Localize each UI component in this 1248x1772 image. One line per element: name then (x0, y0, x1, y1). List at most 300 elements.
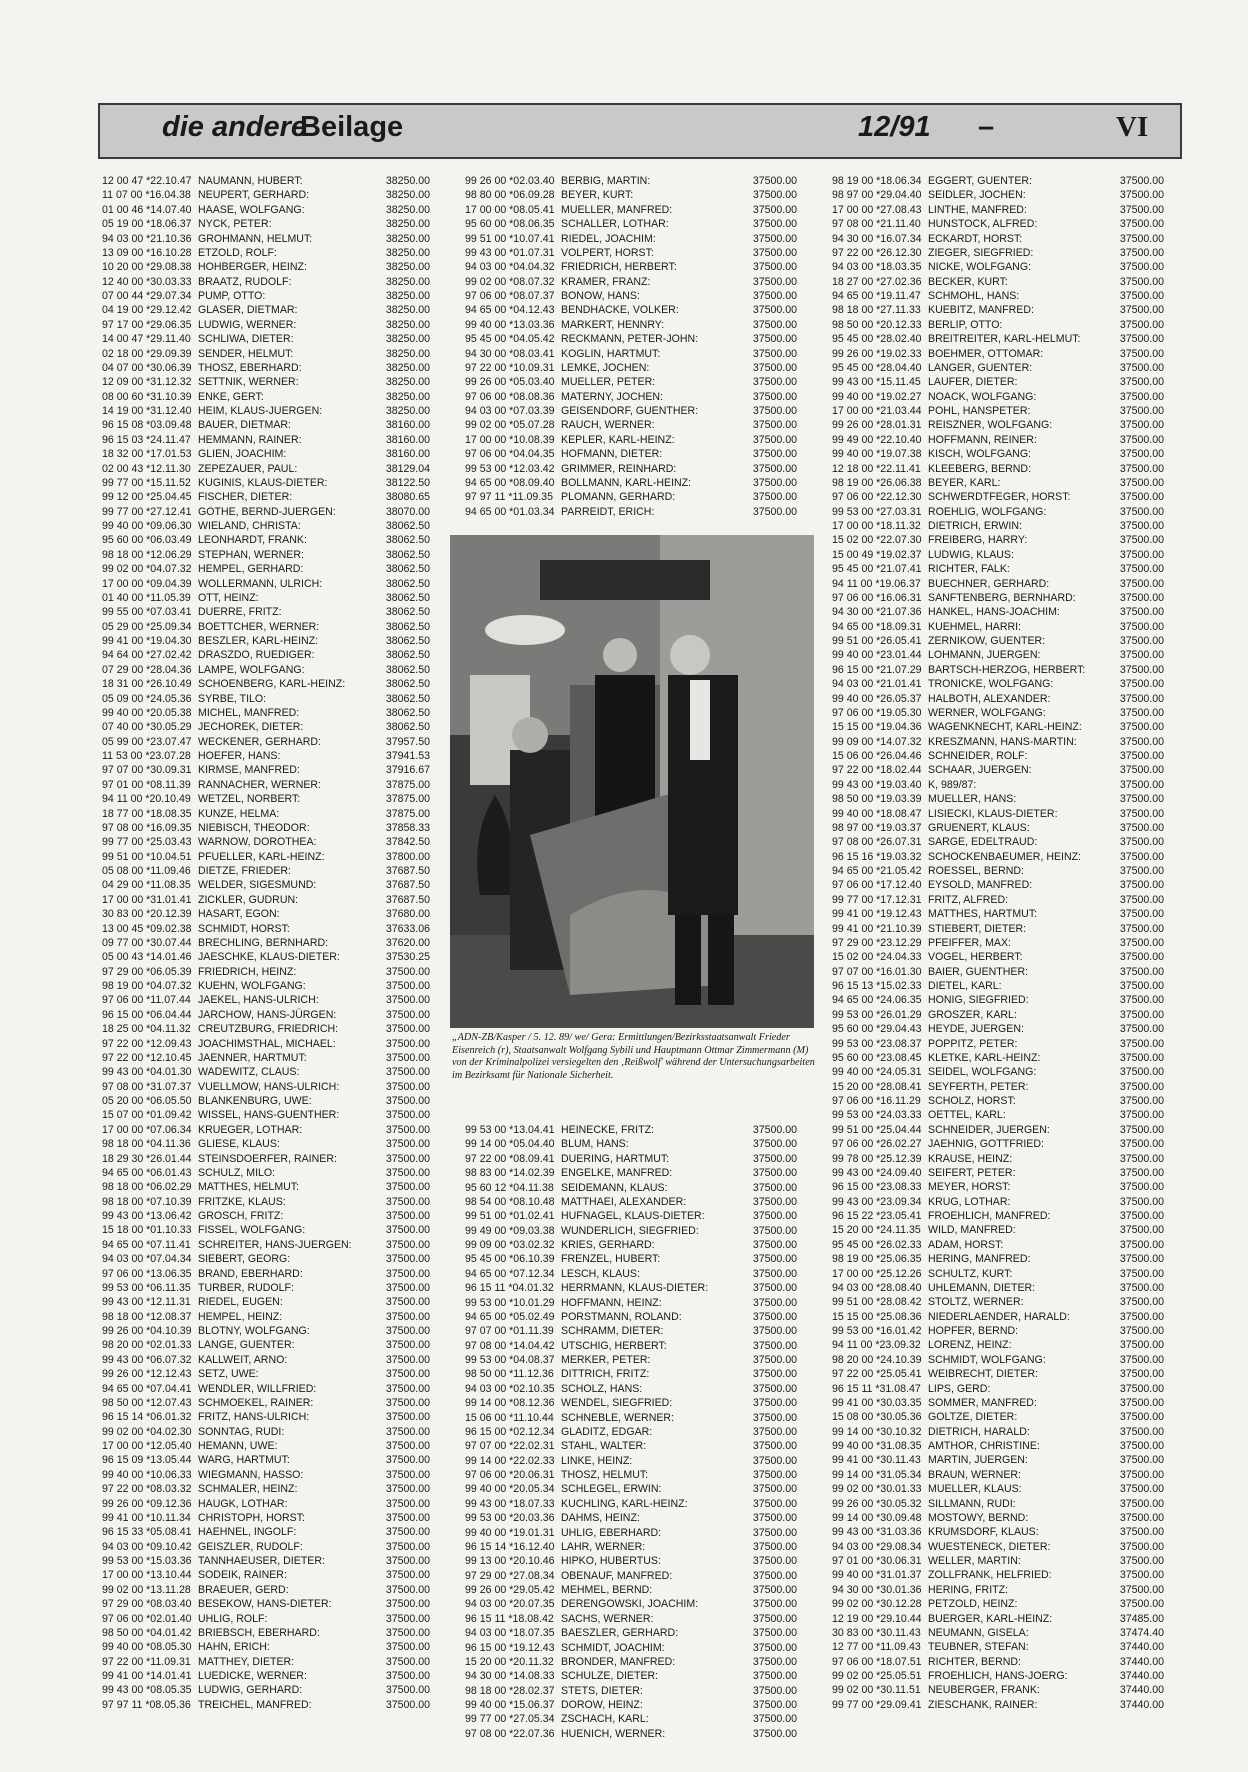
person-code: 99 26 00 *09.12.36 (102, 1497, 192, 1510)
list-item (832, 835, 1164, 849)
amount: 37500.00 (752, 290, 797, 302)
person-code: 13 00 45 *09.02.38 (102, 922, 192, 935)
list-item (465, 1727, 797, 1741)
list-item (832, 1324, 1164, 1338)
list-item (465, 1152, 797, 1166)
amount: 37500.00 (1119, 505, 1164, 518)
list-item (102, 1338, 430, 1352)
person-code: 98 18 00 *12.06.29 (102, 548, 192, 561)
list-item (832, 1338, 1164, 1352)
press-photo (450, 535, 814, 1028)
amount: 37500.00 (752, 218, 797, 231)
list-item (832, 591, 1164, 605)
person-code: 07 29 00 *28.04.36 (102, 663, 192, 676)
list-item (465, 332, 797, 346)
amount: 37500.00 (752, 433, 797, 446)
header-dash: – (978, 111, 995, 143)
list-item (102, 907, 430, 921)
person-name: DUERRE, FRITZ: (198, 606, 282, 619)
list-item (465, 347, 797, 361)
list-item (832, 260, 1164, 274)
list-item (465, 375, 797, 389)
list-item (465, 1497, 797, 1511)
person-code: 10 20 00 *29.08.38 (102, 261, 192, 274)
amount: 37500.00 (752, 1138, 797, 1151)
person-code: 99 49 00 *09.03.38 (465, 1224, 555, 1237)
person-code: 99 14 00 *30.10.32 (832, 1425, 922, 1438)
amount: 38250.00 (385, 390, 430, 403)
amount: 38062.50 (385, 678, 430, 691)
person-name: SENDER, HELMUT: (198, 347, 294, 360)
amount: 37500.00 (1119, 1023, 1164, 1036)
person-name: LINTHE, MANFRED: (928, 203, 1027, 216)
person-name: BECKER, KURT: (928, 275, 1008, 288)
list-item (832, 1468, 1164, 1482)
amount: 37500.00 (752, 1569, 797, 1582)
amount: 37500.00 (1119, 1569, 1164, 1582)
person-code: 02 00 43 *12.11.30 (102, 462, 191, 475)
person-name: HOEFER, HANS: (198, 750, 281, 762)
person-code: 99 51 00 *10.04.51 (102, 850, 192, 863)
person-code: 15 06 00 *11.10.44 (465, 1411, 554, 1424)
amount: 37500.00 (1119, 908, 1164, 921)
person-code: 98 18 00 *04.11.36 (102, 1138, 191, 1151)
amount: 37440.00 (1119, 1698, 1164, 1711)
person-code: 97 07 00 *01.11.39 (465, 1325, 554, 1338)
list-item (102, 1698, 430, 1712)
person-code: 94 65 00 *05.02.49 (465, 1310, 555, 1323)
person-name: WOLLERMANN, ULRICH: (198, 577, 323, 590)
person-name: LUDWIG, KLAUS: (928, 548, 1014, 561)
person-code: 96 15 00 *06.04.44 (102, 1008, 192, 1021)
amount: 37500.00 (385, 965, 430, 978)
amount: 37500.00 (1119, 318, 1164, 331)
amount: 37500.00 (752, 1713, 797, 1726)
person-name: SEIDEL, WOLFGANG: (928, 1066, 1037, 1079)
amount: 37633.06 (385, 922, 430, 935)
list-item (465, 1296, 797, 1310)
person-name: HEMPEL, HEINZ: (198, 1310, 283, 1323)
amount: 37500.00 (752, 1497, 797, 1510)
person-code: 97 01 00 *30.06.31 (832, 1555, 922, 1567)
person-name: UHLEMANN, DIETER: (928, 1281, 1036, 1294)
person-name: BEYER, KURT: (561, 189, 634, 202)
amount: 37500.00 (752, 1425, 797, 1438)
person-code: 99 40 00 *23.01.44 (832, 649, 922, 662)
list-item (102, 1453, 430, 1467)
person-code: 95 60 00 *08.06.35 (465, 218, 555, 231)
person-code: 15 07 00 *01.09.42 (102, 1109, 192, 1122)
list-item (102, 1353, 430, 1367)
person-code: 94 03 00 *18.07.35 (465, 1627, 555, 1640)
list-item (832, 1108, 1164, 1122)
list-item (465, 1482, 797, 1496)
amount: 37474.40 (1119, 1626, 1164, 1639)
list-item (102, 375, 430, 389)
amount: 38062.50 (385, 577, 430, 590)
section-title: Beilage (300, 111, 404, 143)
list-item (832, 1367, 1164, 1381)
person-code: 94 11 00 *19.06.37 (832, 577, 921, 590)
person-code: 95 45 00 *06.10.39 (465, 1253, 555, 1266)
person-name: STAHL, WALTER: (561, 1440, 647, 1453)
person-name: STIEBERT, DIETER: (928, 922, 1027, 935)
amount: 38062.50 (385, 635, 430, 647)
person-code: 96 15 00 *23.08.33 (832, 1181, 922, 1194)
list-item (832, 418, 1164, 432)
person-name: NICKE, WOLFGANG: (928, 261, 1032, 274)
person-code: 94 03 00 *07.03.39 (465, 405, 555, 417)
person-name: ZEPEZAUER, PAUL: (198, 462, 298, 475)
person-name: LUEDICKE, WERNER: (198, 1670, 307, 1682)
person-name: BREITREITER, KARL-HELMUT: (928, 333, 1081, 346)
person-name: ZOLLFRANK, HELFRIED: (928, 1569, 1052, 1582)
amount: 37500.00 (1119, 1555, 1164, 1567)
person-name: PARREIDT, ERICH: (561, 505, 655, 518)
person-code: 99 40 00 *26.05.37 (832, 692, 922, 705)
person-code: 99 26 00 *28.01.31 (832, 419, 922, 432)
person-name: WUESTENECK, DIETER: (928, 1540, 1051, 1553)
person-code: 05 09 00 *24.05.36 (102, 692, 192, 705)
amount: 37500.00 (752, 1195, 797, 1208)
list-item (832, 922, 1164, 936)
person-code: 94 30 00 *30.01.36 (832, 1583, 922, 1596)
person-code: 99 41 00 *19.04.30 (102, 635, 192, 647)
list-item (832, 332, 1164, 346)
person-code: 99 40 00 *09.06.30 (102, 520, 192, 532)
person-code: 02 18 00 *29.09.39 (102, 347, 192, 360)
person-code: 99 14 00 *08.12.36 (465, 1397, 555, 1410)
list-item (465, 447, 797, 461)
amount: 37680.00 (385, 908, 430, 921)
list-item (102, 275, 430, 289)
person-code: 97 06 00 *11.07.44 (102, 994, 191, 1007)
amount: 37500.00 (752, 1483, 797, 1496)
person-code: 12 77 00 *11.09.43 (832, 1641, 921, 1654)
list-item (102, 303, 430, 317)
list-item (102, 1094, 430, 1108)
amount: 38062.50 (385, 620, 430, 633)
person-code: 99 55 00 *07.03.41 (102, 606, 192, 619)
person-name: KLETKE, KARL-HEINZ: (928, 1051, 1041, 1064)
list-item (465, 1439, 797, 1453)
list-item (832, 936, 1164, 950)
amount: 37500.00 (752, 1454, 797, 1467)
person-code: 96 15 11 *31.08.47 (832, 1382, 921, 1395)
amount: 37500.00 (752, 1555, 797, 1568)
amount: 37500.00 (385, 1195, 430, 1208)
person-name: FROEHLICH, HANS-JOERG: (928, 1670, 1068, 1682)
amount: 38062.50 (385, 520, 430, 532)
amount: 38129.04 (385, 462, 430, 475)
list-item (832, 1626, 1164, 1640)
person-name: OBENAUF, MANFRED: (561, 1569, 673, 1582)
amount: 37875.00 (385, 807, 430, 820)
list-item (102, 217, 430, 231)
list-column-3 (465, 1123, 797, 1741)
person-code: 96 15 22 *23.05.41 (832, 1210, 922, 1222)
person-code: 97 07 00 *16.01.30 (832, 965, 922, 978)
person-name: ZICKLER, GUDRUN: (198, 893, 299, 906)
amount: 37500.00 (1119, 1540, 1164, 1553)
person-code: 99 26 00 *05.03.40 (465, 376, 555, 389)
person-code: 94 65 00 *07.04.41 (102, 1382, 192, 1395)
person-code: 96 15 11 *04.01.32 (465, 1282, 554, 1295)
list-item (832, 1051, 1164, 1065)
person-name: FRIEDRICH, HERBERT: (561, 261, 677, 274)
person-name: KEPLER, KARL-HEINZ: (561, 433, 675, 446)
person-code: 97 08 00 *14.04.42 (465, 1339, 555, 1352)
amount: 37500.00 (1119, 1224, 1164, 1237)
person-name: BRONDER, MANFRED: (561, 1655, 676, 1668)
person-code: 94 03 00 *07.04.34 (102, 1253, 192, 1266)
amount: 38062.50 (385, 706, 430, 719)
person-code: 99 41 00 *10.11.34 (102, 1511, 191, 1524)
person-code: 97 06 00 *16.06.31 (832, 591, 922, 604)
person-name: JAENNER, HARTMUT: (198, 1051, 307, 1064)
list-item (832, 476, 1164, 490)
person-name: KRUEGER, LOTHAR: (198, 1123, 303, 1136)
list-item (102, 763, 430, 777)
person-name: HASART, EGON: (198, 908, 280, 921)
amount: 37500.00 (385, 1023, 430, 1036)
list-item (465, 289, 797, 303)
list-item (832, 720, 1164, 734)
person-name: JECHOREK, DIETER: (198, 721, 304, 734)
list-item (102, 1008, 430, 1022)
list-item (465, 1367, 797, 1381)
person-name: HAHN, ERICH: (198, 1641, 270, 1654)
list-item (832, 778, 1164, 792)
person-name: GLIESE, KLAUS: (198, 1138, 280, 1151)
amount: 37500.00 (385, 1152, 430, 1165)
person-code: 15 18 00 *01.10.33 (102, 1224, 192, 1237)
person-name: STETS, DIETER: (561, 1684, 643, 1697)
person-code: 99 77 00 *27.05.34 (465, 1713, 555, 1726)
amount: 37500.00 (1119, 1454, 1164, 1467)
amount: 37957.50 (385, 735, 430, 748)
person-code: 99 51 00 *26.05.41 (832, 635, 922, 647)
person-code: 05 29 00 *25.09.34 (102, 620, 192, 633)
person-code: 97 07 00 *22.02.31 (465, 1440, 555, 1453)
person-name: ECKARDT, HORST: (928, 232, 1023, 245)
list-item (832, 505, 1164, 519)
amount: 37500.00 (1119, 1325, 1164, 1337)
list-item (102, 878, 430, 892)
list-item (465, 1166, 797, 1180)
list-item (465, 203, 797, 217)
amount: 37500.00 (385, 1123, 430, 1136)
list-item (102, 677, 430, 691)
list-item (102, 1108, 430, 1122)
amount: 37500.00 (1119, 721, 1164, 734)
person-name: KISCH, WOLFGANG: (928, 448, 1032, 461)
list-item (102, 1209, 430, 1223)
person-code: 99 26 00 *04.10.39 (102, 1325, 192, 1337)
amount: 37500.00 (385, 1066, 430, 1079)
person-code: 14 00 47 *29.11.40 (102, 333, 191, 346)
person-name: GLIEN, JOACHIM: (198, 448, 287, 461)
person-name: EGGERT, GUENTER: (928, 175, 1032, 187)
person-code: 95 60 12 *04.11.38 (465, 1181, 554, 1194)
amount: 37500.00 (1119, 821, 1164, 834)
amount: 38250.00 (385, 175, 430, 187)
person-name: NIEDERLAENDER, HARALD: (928, 1310, 1070, 1323)
person-name: SETZ, UWE: (198, 1368, 259, 1381)
person-name: MUELLER, PETER: (561, 376, 656, 389)
person-name: SETTNIK, WERNER: (198, 376, 299, 389)
list-item (465, 1655, 797, 1669)
person-name: ENGELKE, MANFRED: (561, 1167, 673, 1180)
person-name: UHLIG, ROLF: (198, 1612, 268, 1625)
person-code: 98 97 00 *19.03.37 (832, 821, 922, 834)
person-code: 99 12 00 *25.04.45 (102, 491, 192, 504)
person-code: 17 00 00 *10.08.39 (465, 433, 555, 446)
person-code: 17 00 00 *07.06.34 (102, 1123, 192, 1136)
list-item (832, 1439, 1164, 1453)
amount: 37500.00 (385, 1440, 430, 1452)
list-item (102, 1425, 430, 1439)
list-item (102, 965, 430, 979)
person-code: 01 40 00 *11.05.39 (102, 591, 191, 604)
person-code: 96 15 00 *19.12.43 (465, 1641, 555, 1654)
list-item (465, 505, 797, 519)
list-item (102, 476, 430, 490)
person-name: HERRMANN, KLAUS-DIETER: (561, 1282, 709, 1295)
person-code: 99 40 00 *31.08.35 (832, 1440, 922, 1452)
person-code: 97 06 00 *08.07.37 (465, 290, 555, 302)
person-code: 17 00 00 *18.11.32 (832, 520, 921, 532)
amount: 37500.00 (752, 1598, 797, 1611)
person-name: GROSZER, KARL: (928, 1008, 1017, 1021)
person-name: DAHMS, HEINZ: (561, 1512, 640, 1525)
amount: 37500.00 (385, 1583, 430, 1596)
person-name: K, 989/87: (928, 778, 977, 791)
person-name: BRAEUER, GERD: (198, 1583, 289, 1596)
amount: 37500.00 (385, 1138, 430, 1151)
list-item (465, 318, 797, 332)
person-code: 94 03 00 *21.01.41 (832, 678, 922, 691)
amount: 37500.00 (1119, 548, 1164, 561)
person-code: 99 40 00 *19.07.38 (832, 448, 922, 461)
list-item (832, 533, 1164, 547)
person-code: 18 31 00 *26.10.49 (102, 678, 192, 691)
amount: 38080.65 (385, 491, 430, 504)
list-item (465, 1641, 797, 1655)
person-name: WETZEL, NORBERT: (198, 793, 301, 806)
person-name: LEONHARDT, FRANK: (198, 534, 307, 547)
person-code: 99 53 00 *26.01.29 (832, 1008, 922, 1021)
person-name: TEUBNER, STEFAN: (928, 1641, 1029, 1654)
amount: 38062.50 (385, 692, 430, 705)
amount: 37500.00 (385, 1051, 430, 1064)
list-item (102, 605, 430, 619)
person-name: STOLTZ, WERNER: (928, 1296, 1024, 1309)
amount: 37500.00 (385, 1109, 430, 1122)
amount: 37500.00 (385, 1166, 430, 1179)
person-code: 99 13 00 *20.10.46 (465, 1555, 555, 1568)
person-code: 97 06 00 *08.08.36 (465, 390, 555, 403)
list-item (465, 1267, 797, 1281)
list-item (832, 1137, 1164, 1151)
person-code: 17 00 00 *08.05.41 (465, 203, 555, 216)
amount: 37500.00 (752, 1339, 797, 1352)
person-code: 15 20 00 *24.11.35 (832, 1224, 921, 1237)
person-code: 97 22 00 *10.09.31 (465, 361, 555, 374)
amount: 37500.00 (1119, 620, 1164, 633)
amount: 37500.00 (752, 1296, 797, 1309)
amount: 37500.00 (752, 275, 797, 288)
person-name: KRESZMANN, HANS-MARTIN: (928, 735, 1077, 748)
person-name: PFEIFFER, MAX: (928, 936, 1011, 949)
person-name: FROEHLICH, MANFRED: (928, 1210, 1051, 1222)
amount: 37500.00 (1119, 433, 1164, 446)
list-item (832, 1353, 1164, 1367)
person-code: 99 43 00 *15.11.45 (832, 376, 921, 389)
person-name: ZSCHACH, KARL: (561, 1713, 649, 1726)
person-code: 95 45 00 *28.02.40 (832, 333, 922, 346)
person-name: WECKENER, GERHARD: (198, 735, 322, 748)
list-column-2 (465, 174, 797, 519)
person-code: 97 22 00 *25.05.41 (832, 1368, 922, 1381)
list-item (832, 361, 1164, 375)
list-item (102, 1640, 430, 1654)
amount: 37500.00 (1119, 1468, 1164, 1481)
person-code: 94 65 00 *19.11.47 (832, 290, 921, 302)
list-item (465, 1252, 797, 1266)
amount: 37858.33 (385, 821, 430, 834)
amount: 37500.00 (1119, 1396, 1164, 1409)
amount: 37500.00 (1119, 591, 1164, 604)
amount: 37500.00 (1119, 1080, 1164, 1093)
list-item (465, 1195, 797, 1209)
list-item (832, 1008, 1164, 1022)
page-header (98, 103, 1182, 159)
list-item (832, 1022, 1164, 1036)
person-code: 97 22 00 *08.09.41 (465, 1152, 555, 1165)
amount: 37500.00 (1119, 678, 1164, 691)
person-code: 96 15 33 *05.08.41 (102, 1526, 192, 1539)
amount: 37500.00 (1119, 1267, 1164, 1280)
person-code: 97 08 00 *21.11.40 (832, 218, 921, 231)
person-code: 09 77 00 *30.07.44 (102, 936, 192, 949)
list-item (102, 577, 430, 591)
person-name: BUECHNER, GERHARD: (928, 577, 1050, 590)
person-code: 97 06 00 *13.06.35 (102, 1267, 192, 1280)
list-item (102, 993, 430, 1007)
amount: 38250.00 (385, 376, 430, 389)
person-code: 99 43 00 *12.11.31 (102, 1296, 191, 1309)
list-item (102, 1597, 430, 1611)
person-name: HANKEL, HANS-JOACHIM: (928, 606, 1060, 619)
amount: 37500.00 (752, 1469, 797, 1481)
amount: 37500.00 (1119, 1511, 1164, 1524)
person-name: NOACK, WOLFGANG: (928, 390, 1037, 403)
person-name: GROHMANN, HELMUT: (198, 232, 313, 245)
person-name: BARTSCH-HERZOG, HERBERT: (928, 663, 1086, 676)
amount: 37500.00 (752, 261, 797, 274)
amount: 37500.00 (385, 1626, 430, 1639)
person-name: GRUENERT, KLAUS: (928, 821, 1030, 834)
person-code: 97 06 00 *26.02.27 (832, 1138, 922, 1151)
amount: 37500.00 (385, 1353, 430, 1366)
list-item (102, 979, 430, 993)
list-item (832, 433, 1164, 447)
person-name: FRITZ, ALFRED: (928, 893, 1009, 906)
person-name: SEIFERT, PETER: (928, 1166, 1016, 1179)
amount: 37500.00 (1119, 778, 1164, 791)
person-name: LISIECKI, KLAUS-DIETER: (928, 807, 1058, 820)
